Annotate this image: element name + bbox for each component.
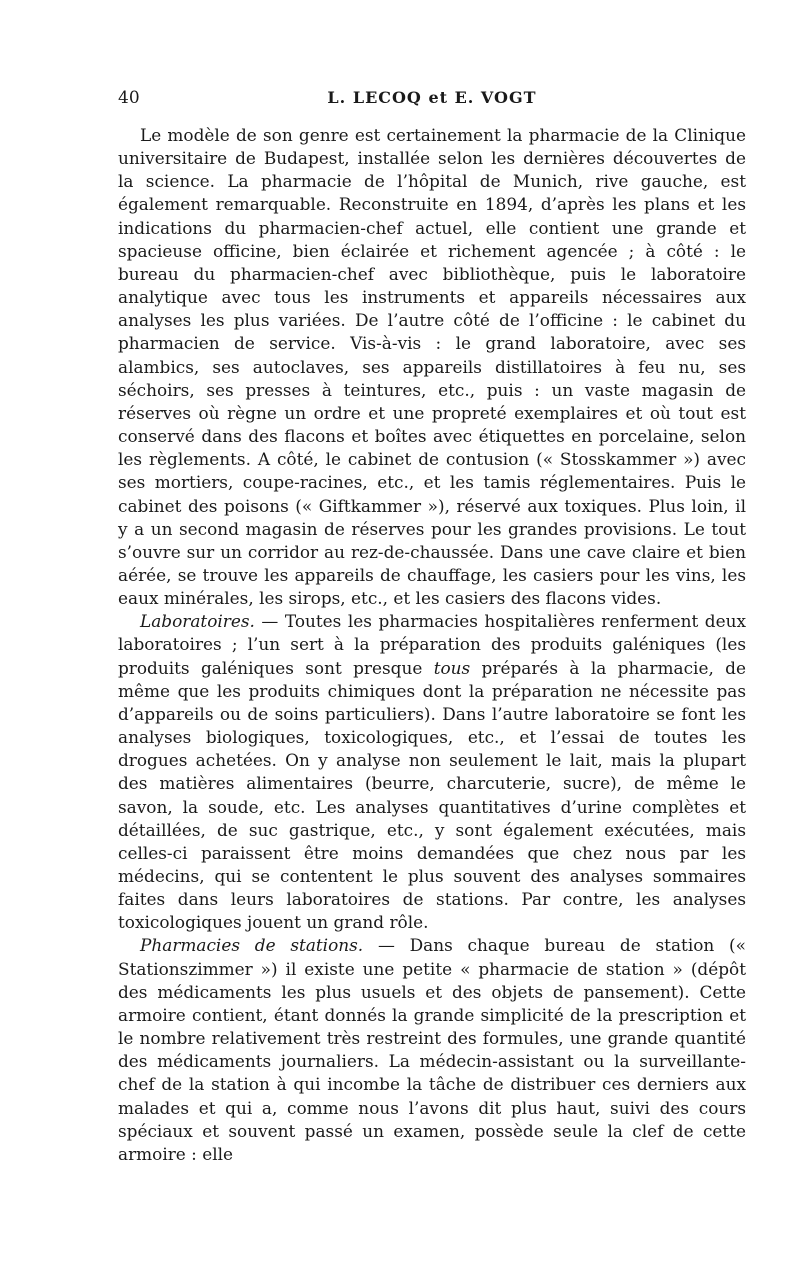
section-heading-laboratoires: Laboratoires.: [140, 611, 255, 632]
page-header: [118, 88, 746, 110]
paragraph-text: Dans chaque bureau de station (« Stationszimmer ») il existe une petite « pharmacie de station » (dépôt des médicaments les plus usuels et des objets de pansement). Cette armoire contient, étant donnés la grande simplicité de la prescription et le nombre relativement très restreint des formules, une grande quantité des médicaments journaliers. La médecin-assistant ou la surveillante-chef de la station à qui incombe la tâche de distribuer ces derniers aux malades et qui a, comme nous l’avons dit plus haut, suivi des cours spéciaux et souvent passé un examen, possède seule la clef de cette armoire : elle: [118, 935, 746, 1164]
section-heading-pharmacies-stations: Pharmacies de stations.: [140, 935, 364, 956]
paragraph-pharmacies-stations: [118, 934, 746, 1166]
running-title: L. LECOQ et E. VOGT: [327, 88, 537, 107]
emphasis-word: tous: [433, 657, 471, 678]
paragraph-laboratoires: [118, 610, 746, 934]
body-text: [118, 124, 746, 1166]
heading-dash: —: [254, 611, 285, 632]
page-number: 40: [118, 88, 140, 108]
paragraph-pharmacy-description: Le modèle de son genre est certainement la pharmacie de la Clinique universitaire de Budapest, installée selon les dernières découvertes de la science. La pharmacie de l’hôpital de Munich, rive gauche, est également remarquable. Reconstruite en 1894, d’après les plans et les indications du pharmacien-chef actuel, elle contient une grande et spacieuse officine, bien éclairée et richement agencée ; à côté : le bureau du pharmacien-chef avec bibliothèque, puis le laboratoire analytique avec tous les instruments et appareils nécessaires aux analyses les plus variées. De l’autre côté de l’officine : le cabinet du pharmacien de service. Vis-à-vis : le grand laboratoire, avec ses alambics, ses autoclaves, ses appareils distillatoires à feu nu, ses séchoirs, ses presses à teintures, etc., puis : un vaste magasin de réserves où règne un ordre et une propreté exemplaires et où tout est conservé dans des flacons et boîtes avec étiquettes en porcelaine, selon les règlements. A côté, le cabinet de contusion (« Stosskammer ») avec ses mortiers, coupe-racines, etc., et les tamis réglementaires. Puis le cabinet des poisons (« Giftkammer »), réservé aux toxiques. Plus loin, il y a un second magasin de réserves pour les grandes provisions. Le tout s’ouvre sur un corridor au rez-de-chaussée. Dans une cave claire et bien aérée, se trouve les appareils de chauffage, les casiers pour les vins, les eaux minérales, les sirops, etc., et les casiers des flacons vides.: [118, 125, 746, 609]
heading-dash: —: [363, 935, 410, 956]
paragraph-text: Toutes les pharmacies hospitalières renferment deux laboratoires ; l’un sert à la préparation des produits galéniques (les produits galéniques sont presque: [118, 611, 746, 678]
paragraph-text: préparés à la pharmacie, de même que les produits chimiques dont la préparation ne nécessite pas d’appareils ou de soins particuliers). Dans l’autre laboratoire se font les analyses biologiques, toxicologiques, etc., et l’essai de toutes les drogues achetées. On y analyse non seulement le lait, mais la plupart des matières alimentaires (beurre, charcuterie, sucre), de même le savon, la soude, etc. Les analyses quantitatives d’urine complètes et détaillées, de suc gastrique, etc., y sont également exécutées, mais celles-ci paraissent être moins demandées que chez nous par les médecins, qui se contentent le plus souvent des analyses sommaires faites dans leurs laboratoires de stations. Par contre, les analyses toxicologiques jouent un grand rôle.: [118, 657, 746, 933]
